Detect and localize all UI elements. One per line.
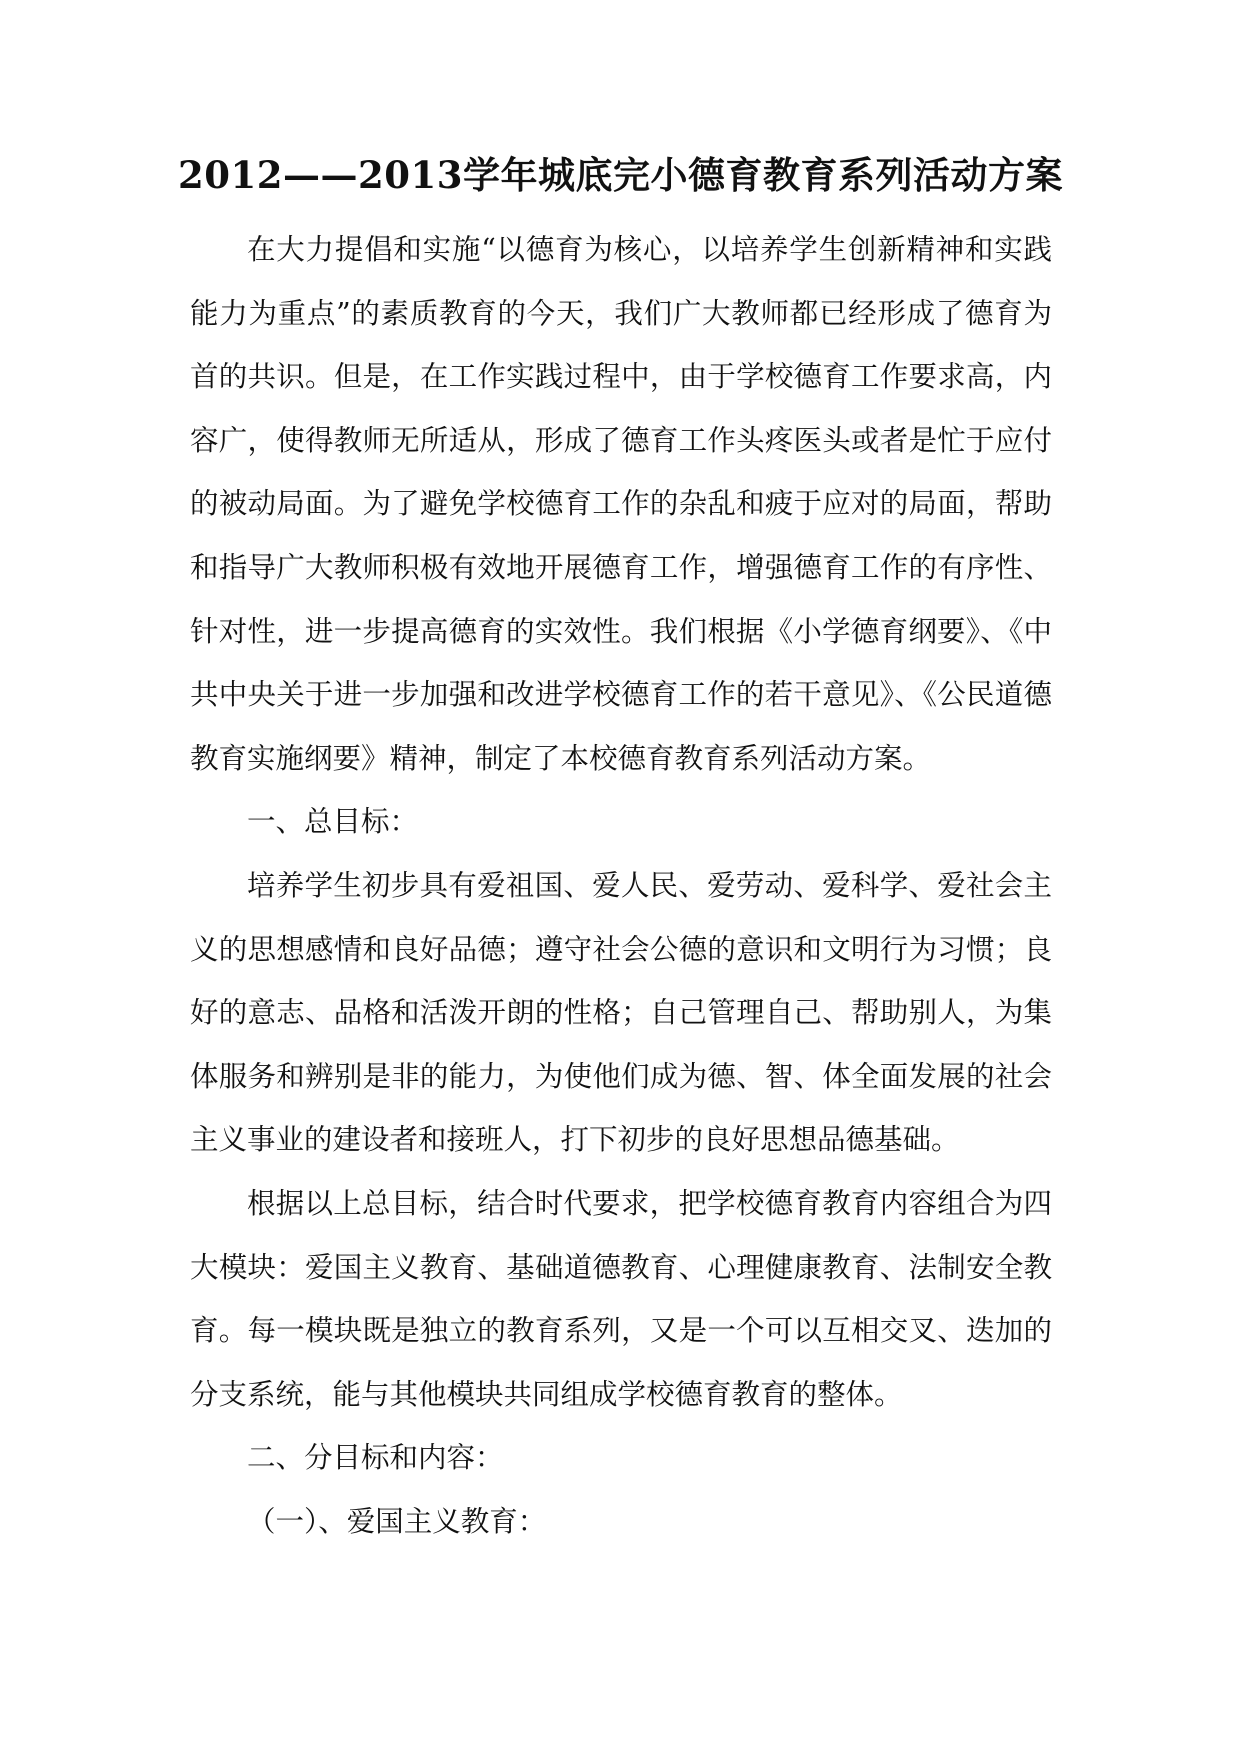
document-title: 2012——2013学年城底完小德育教育系列活动方案	[178, 153, 1063, 197]
section-heading-overall-goal: 一、总目标：	[247, 805, 419, 839]
section-heading-sub-goals: 二、分目标和内容：	[247, 1441, 504, 1475]
subsection-heading-patriotism: （一）、爱国主义教育：	[247, 1504, 547, 1538]
modules-paragraph: 根据以上总目标，结合时代要求，把学校德育教育内容组合为四大模块：爱国主义教育、基础道德教育、心理健康教育、法制安全教育。每一模块既是独立的教育系列，又是一个可以互相交叉、迭加的分支系统，能与其他模块共同组成学校德育教育的整体。	[190, 1186, 1052, 1411]
intro-paragraph: 在大力提倡和实施“以德育为核心，以培养学生创新精神和实践能力为重点”的素质教育的今天，我们广大教师都已经形成了德育为首的共识。但是，在工作实践过程中，由于学校德育工作要求高，内容广，使得教师无所适从，形成了德育工作头疼医头或者是忙于应付的被动局面。为了避免学校德育工作的杂乱和疲于应对的局面，帮助和指导广大教师积极有效地开展德育工作，增强德育工作的有序性、针对性，进一步提高德育的实效性。我们根据《小学德育纲要》、《中共中央关于进一步加强和改进学校德育工作的若干意见》、《公民道德教育实施纲要》精神，制定了本校德育教育系列活动方案。	[190, 233, 1052, 775]
document-body	[190, 218, 1052, 1553]
overall-goal-paragraph: 培养学生初步具有爱祖国、爱人民、爱劳动、爱科学、爱社会主义的思想感情和良好品德；遵守社会公德的意识和文明行为习惯；良好的意志、品格和活泼开朗的性格；自己管理自己、帮助别人，为集体服务和辨别是非的能力，为使他们成为德、智、体全面发展的社会主义事业的建设者和接班人，打下初步的良好思想品德基础。	[190, 868, 1052, 1157]
